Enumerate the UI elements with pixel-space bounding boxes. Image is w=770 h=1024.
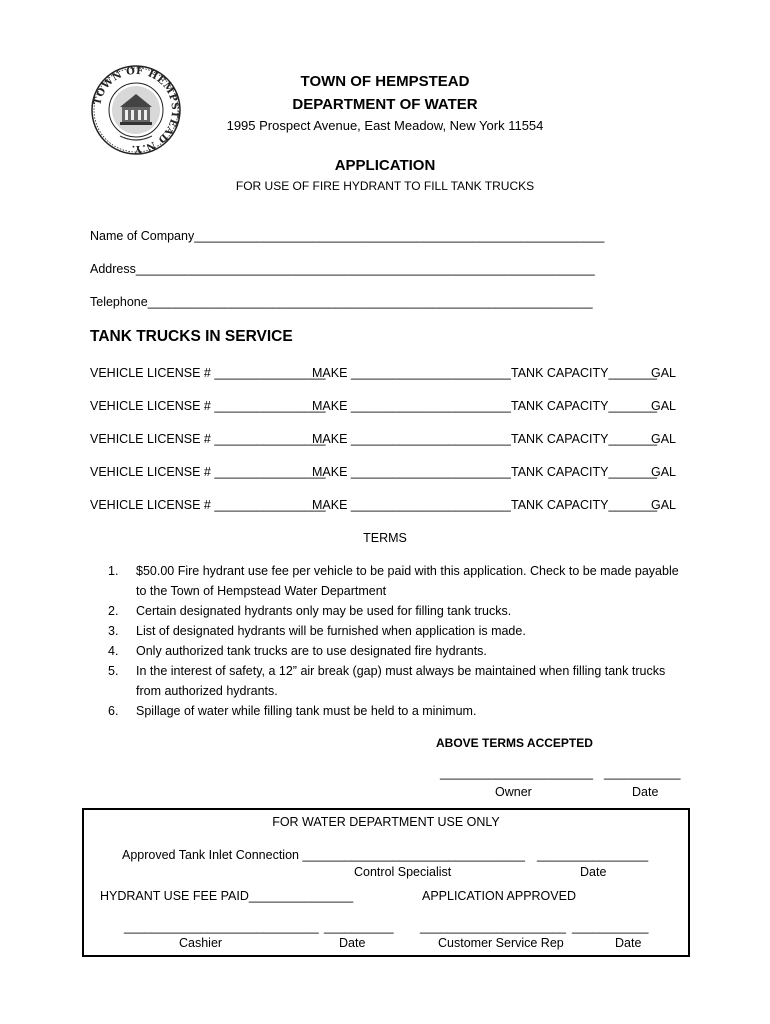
capacity-unit: GAL xyxy=(651,432,677,446)
rep-signature-line[interactable]: _____________________ xyxy=(420,920,566,934)
office-use-box xyxy=(82,808,690,957)
capacity-unit: GAL xyxy=(651,366,677,380)
vehicle-license-field[interactable]: VEHICLE LICENSE # ________________ xyxy=(90,432,326,446)
vehicle-license-field[interactable]: VEHICLE LICENSE # ________________ xyxy=(90,366,326,380)
trucks-heading: TANK TRUCKS IN SERVICE xyxy=(90,328,293,345)
svg-text:TOWN OF HEMPSTEAD N.Y.: TOWN OF HEMPSTEAD N.Y. xyxy=(92,65,181,155)
vehicle-make-field[interactable]: MAKE _______________________ xyxy=(312,366,511,380)
term-item xyxy=(108,661,688,701)
term-text: Certain designated hydrants only may be used for filling tank trucks. xyxy=(136,604,512,618)
cashier-date-label: Date xyxy=(339,936,366,950)
cashier-signature-line[interactable]: ____________________________ xyxy=(124,920,319,934)
term-number: 1. xyxy=(108,564,119,578)
term-number: 2. xyxy=(108,604,119,618)
owner-label: Owner xyxy=(495,785,532,799)
form-subtitle: FOR USE OF FIRE HYDRANT TO FILL TANK TRUCKS xyxy=(235,179,535,193)
rep-date-line[interactable]: ___________ xyxy=(572,920,649,934)
office-use-heading: FOR WATER DEPARTMENT USE ONLY xyxy=(272,815,500,829)
capacity-unit: GAL xyxy=(651,465,677,479)
term-item xyxy=(108,701,688,721)
owner-date-line[interactable]: ___________ xyxy=(604,766,681,780)
cashier-date-line[interactable]: __________ xyxy=(324,920,394,934)
owner-date-label: Date xyxy=(632,785,659,799)
terms-list xyxy=(108,561,688,721)
capacity-unit: GAL xyxy=(651,498,677,512)
term-number: 4. xyxy=(108,644,119,658)
owner-signature-line[interactable]: ______________________ xyxy=(440,766,593,780)
vehicle-license-field[interactable]: VEHICLE LICENSE # ________________ xyxy=(90,498,326,512)
telephone-field[interactable]: Telephone________________________________________________________________ xyxy=(90,295,593,309)
capacity-unit: GAL xyxy=(651,399,677,413)
vehicle-make-field[interactable]: MAKE _______________________ xyxy=(312,399,511,413)
tank-capacity-field[interactable]: TANK CAPACITY_______ xyxy=(511,432,658,446)
vehicle-make-field[interactable]: MAKE _______________________ xyxy=(312,465,511,479)
vehicle-make-field[interactable]: MAKE _______________________ xyxy=(312,432,511,446)
term-number: 5. xyxy=(108,664,119,678)
inlet-date-line[interactable]: ________________ xyxy=(537,848,649,862)
term-text: Spillage of water while filling tank must be held to a minimum. xyxy=(136,704,477,718)
customer-service-rep-label: Customer Service Rep xyxy=(438,936,564,950)
department-title: DEPARTMENT OF WATER xyxy=(292,96,478,113)
term-number: 3. xyxy=(108,624,119,638)
inlet-connection-field[interactable]: Approved Tank Inlet Connection ________________________________ xyxy=(122,848,525,862)
town-title: TOWN OF HEMPSTEAD xyxy=(300,73,470,90)
tank-capacity-field[interactable]: TANK CAPACITY_______ xyxy=(511,399,658,413)
tank-capacity-field[interactable]: TANK CAPACITY_______ xyxy=(511,498,658,512)
address-field[interactable]: Address__________________________________________________________________ xyxy=(90,262,595,276)
vehicle-make-field[interactable]: MAKE _______________________ xyxy=(312,498,511,512)
term-item xyxy=(108,601,688,621)
department-address: 1995 Prospect Avenue, East Meadow, New York 11554 xyxy=(226,118,544,133)
terms-heading: TERMS xyxy=(363,531,407,545)
term-text: Only authorized tank trucks are to use designated fire hydrants. xyxy=(136,644,487,658)
tank-capacity-field[interactable]: TANK CAPACITY_______ xyxy=(511,465,658,479)
application-approved-label: APPLICATION APPROVED xyxy=(422,889,576,903)
cashier-label: Cashier xyxy=(179,936,223,950)
vehicle-license-field[interactable]: VEHICLE LICENSE # ________________ xyxy=(90,399,326,413)
rep-date-label: Date xyxy=(615,936,642,950)
term-item xyxy=(108,621,688,641)
control-specialist-label: Control Specialist xyxy=(354,865,452,879)
fee-paid-field[interactable]: HYDRANT USE FEE PAID_______________ xyxy=(100,889,354,903)
term-number: 6. xyxy=(108,704,119,718)
term-text: In the interest of safety, a 12” air break (gap) must always be maintained when filling tank trucks from authorized hydrants. xyxy=(136,664,666,698)
tank-capacity-field[interactable]: TANK CAPACITY_______ xyxy=(511,366,658,380)
specialist-date-label: Date xyxy=(580,865,607,879)
term-item xyxy=(108,641,688,661)
term-text: $50.00 Fire hydrant use fee per vehicle to be paid with this application. Check to be made payable to the Town of Hempstead Water Department xyxy=(136,564,679,598)
term-text: List of designated hydrants will be furnished when application is made. xyxy=(136,624,526,638)
form-title: APPLICATION xyxy=(334,157,436,174)
company-name-field[interactable]: Name of Company___________________________________________________________ xyxy=(90,229,605,243)
term-item xyxy=(108,561,688,601)
vehicle-license-field[interactable]: VEHICLE LICENSE # ________________ xyxy=(90,465,326,479)
terms-accepted-heading: ABOVE TERMS ACCEPTED xyxy=(436,736,593,750)
